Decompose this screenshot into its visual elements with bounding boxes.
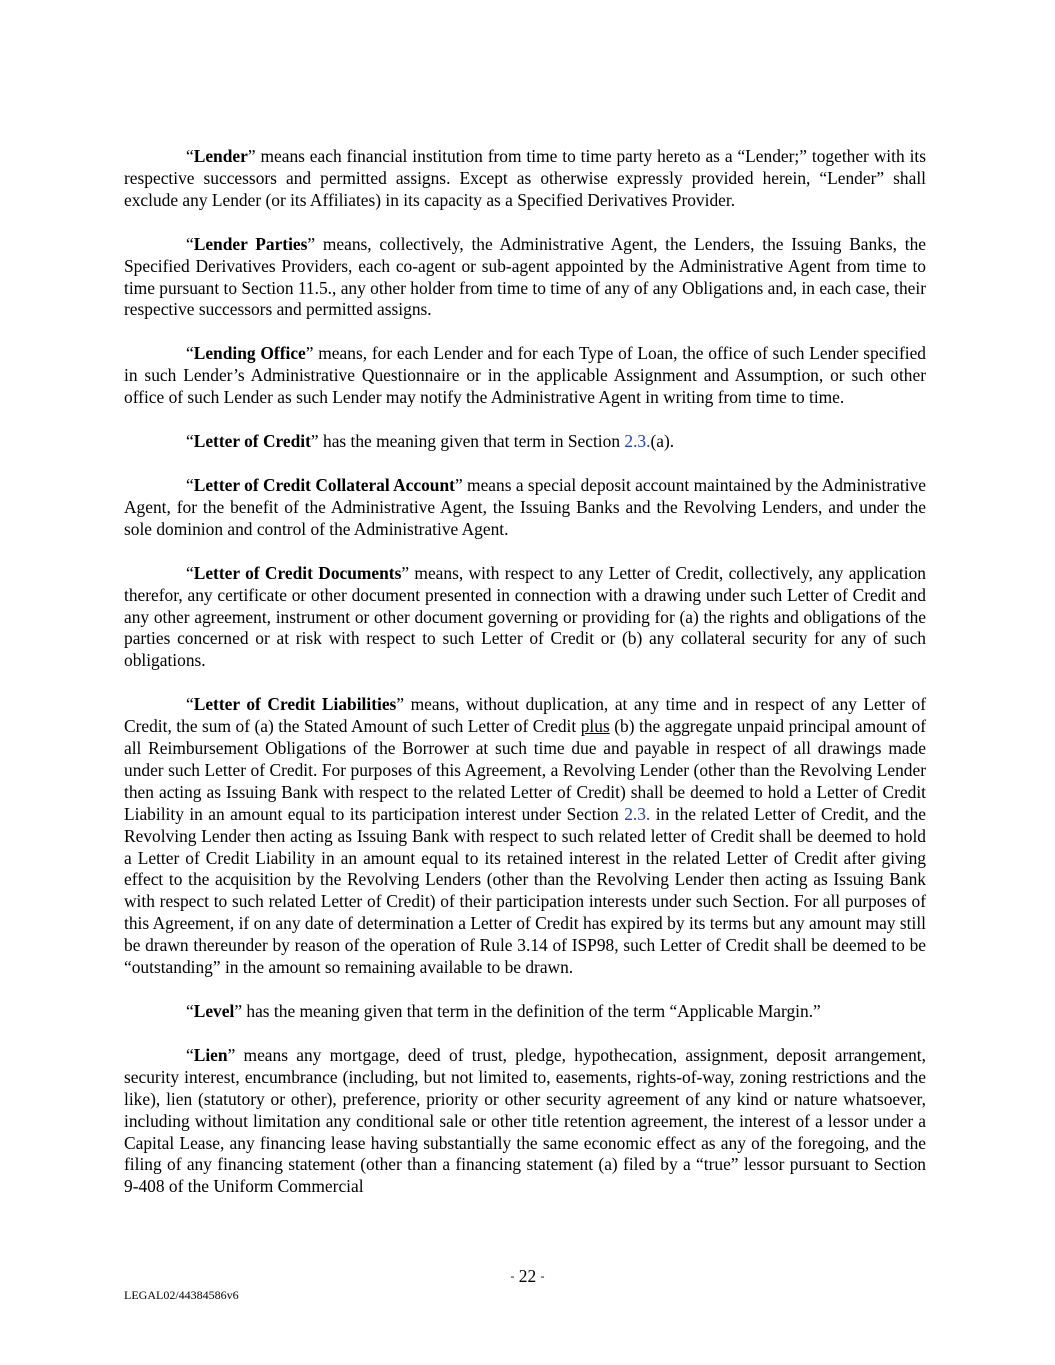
close-quote: ” [305,343,314,364]
document-body [124,146,926,1220]
definition-paragraph [124,343,926,409]
close-quote: ” [227,1044,236,1065]
definition-text: in the related Letter of Credit, and the Revolving Lender then acting as Issuing Bank with respect to such related letter of Credit shall be deemed to hold a Letter of Credit Liability in an amount equal to its retained interest in the related Letter of Credit after giving effect to the acquisition by the Revolving Lenders (other than the Revolving Lender then acting as Issuing Bank with respect to such related Letter of Credit) of their participation interests under such Section. For all purposes of this Agreement, if on any date of determination a Letter of Credit has expired by its terms but any amount may still be drawn thereunder by reason of the operation of Rule 3.14 of ISP98, such Letter of Credit shall be deemed to be “outstanding” in the amount so remaining available to be drawn. [124,803,926,978]
underlined-text: plus [580,716,610,737]
definition-paragraph [124,1001,926,1023]
defined-term: Letter of Credit Liabilities [193,694,397,715]
close-quote: ” [310,431,319,452]
defined-term: Lien [193,1044,228,1065]
open-quote: “ [186,1001,194,1021]
open-quote: “ [186,562,194,583]
section-reference-link[interactable]: 2.3. [624,431,651,452]
definition-text: means, without duplication, at any time and in respect of any Letter of Credit, the sum of (a) the Stated Amount of such Letter of Credit [124,694,926,737]
close-quote: ” [234,1001,243,1021]
open-quote: “ [186,694,194,715]
open-quote: “ [186,1044,194,1065]
open-quote: “ [186,146,194,166]
defined-term: Letter of Credit Documents [193,562,402,583]
open-quote: “ [186,431,194,452]
open-quote: “ [186,233,194,254]
definition-text: means, for each Lender and for each Type of Loan, the office of such Lender specified in such Lender’s Administrative Questionnaire or in the applicable Assignment and Assumption, or such other office of such Lender as such Lender may notify the Administrative Agent in writing from time to time. [124,343,926,408]
page-number-value: 22 [518,1266,537,1286]
close-quote: ” [401,562,410,583]
definition-text: means, collectively, the Administrative Agent, the Lenders, the Issuing Banks, the Specified Derivatives Providers, each co-agent or sub-agent appointed by the Administrative Agent from time to time pursuant to Section 11.5., any other holder from time to time of any of any Obligations and, in each case, their respective successors and permitted assigns. [124,233,927,320]
open-quote: “ [186,343,194,364]
page-number-dash-left: - [510,1269,515,1283]
definition-paragraph [124,475,926,541]
section-reference-link[interactable]: 2.3. [624,803,651,824]
close-quote: ” [307,233,316,254]
definition-text: means, with respect to any Letter of Credit, collectively, any application therefor, any certificate or other document presented in connection with a drawing under such Letter of Credit and any other agreement, instrument or other document governing or providing for (a) the rights and obligations of the parties concerned or at risk with respect to such Letter of Credit or (b) any collateral security for any of such obligations. [124,562,926,671]
definition-text: means a special deposit account maintained by the Administrative Agent, for the benefit of the Administrative Agent, the Issuing Banks and the Revolving Lenders, and under the sole dominion and control of the Administrative Agent. [124,474,926,539]
definition-paragraph [124,234,926,322]
definition-paragraph [124,1045,926,1198]
defined-term: Lender [193,146,248,166]
definition-text: means any mortgage, deed of trust, pledge, hypothecation, assignment, deposit arrangement, security interest, encumbrance (including, but not limited to, easements, rights-of-way, zoning restrictions and the like), lien (statutory or other), preference, priority or other security agreement of any kind or nature whatsoever, including without limitation any conditional sale or other title retention agreement, the interest of a lessor under a Capital Lease, any financing lease having substantially the same economic effect as any of the foregoing, and the filing of any financing statement (other than a financing statement (a) filed by a “true” lessor pursuant to Section 9-408 of the Uniform Commercial [124,1044,926,1197]
defined-term: Level [193,1001,235,1021]
close-quote: ” [247,146,256,166]
defined-term: Letter of Credit [193,431,311,452]
page-number [0,1265,1055,1287]
definition-text: (b) the aggregate unpaid principal amount of all Reimbursement Obligations of the Borrower at such time due and payable in respect of all drawings made under such Letter of Credit. For purposes of this Agreement, a Revolving Lender (other than the Revolving Lender then acting as Issuing Bank with respect to the related Letter of Credit) shall be deemed to hold a Letter of Credit Liability in an amount equal to its participation interest under Section [124,716,926,824]
definition-paragraph [124,146,926,212]
definition-text: (a). [650,431,675,452]
defined-term: Letter of Credit Collateral Account [193,474,455,495]
open-quote: “ [186,474,194,495]
close-quote: ” [454,474,463,495]
definition-text: means each financial institution from time to time party hereto as a “Lender;” together with its respective successors and permitted assigns. Except as otherwise expressly provided herein, “Lender” shall exclude any Lender (or its Affiliates) in its capacity as a Specified Derivatives Provider. [124,146,926,210]
defined-term: Lending Office [193,343,306,364]
document-id: LEGAL02/44384586v6 [124,1288,239,1302]
definition-paragraph [124,563,926,673]
page-number-dash-right: - [540,1269,545,1283]
definition-paragraph [124,431,926,453]
definition-paragraph [124,694,926,979]
definition-text: has the meaning given that term in the definition of the term “Applicable Margin.” [242,1001,821,1021]
close-quote: ” [396,694,405,715]
defined-term: Lender Parties [193,233,308,254]
definition-text: has the meaning given that term in Section [318,431,625,452]
